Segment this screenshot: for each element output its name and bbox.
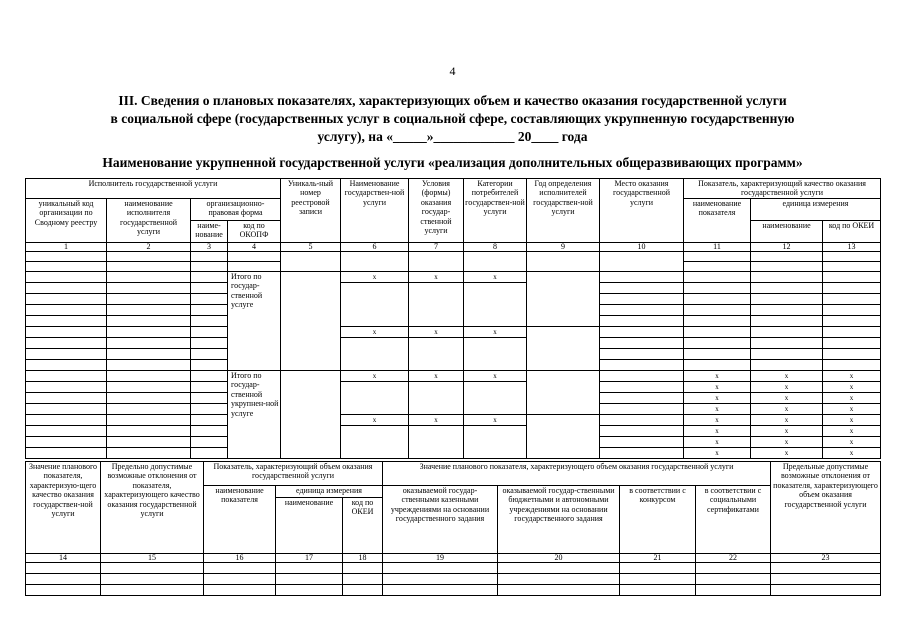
x-mark: x <box>751 426 823 437</box>
col-number: 10 <box>600 243 684 252</box>
allowed-deviation-quality-header: Предельно допустимые возможные отклонения от показателя, характеризующего качество оказания государственной услуги <box>101 462 204 554</box>
col-number: 6 <box>341 243 409 252</box>
x-mark: x <box>751 437 823 448</box>
place-header: Место оказания государственной услуги <box>600 179 684 243</box>
col-number: 8 <box>464 243 527 252</box>
col-number: 22 <box>696 554 771 563</box>
x-mark: x <box>823 448 881 459</box>
x-mark: x <box>684 415 751 426</box>
table-row <box>26 574 881 585</box>
page-number: 4 <box>449 64 456 78</box>
table-row <box>26 252 881 262</box>
x-mark: x <box>823 437 881 448</box>
x-mark: x <box>464 272 527 283</box>
x-mark: x <box>409 327 464 338</box>
col-number: 11 <box>684 243 751 252</box>
executor-name-header: наименование исполнителя государственной услуги <box>107 199 191 243</box>
budget-institutions-header: оказываемой государ-ственными бюджетными и автономными учреждениями на основании государственного задания <box>498 486 620 554</box>
unit-header: единица измерения <box>751 199 881 221</box>
col-number: 21 <box>620 554 696 563</box>
x-mark: x <box>684 382 751 393</box>
olf-name-header: наиме-нование <box>191 221 228 243</box>
x-mark: x <box>823 393 881 404</box>
x-mark: x <box>341 371 409 382</box>
unique-code-header: уникальный код организации по Сводному реестру <box>26 199 107 243</box>
col-number: 1 <box>26 243 107 252</box>
total-enlarged-label: Итого по государ-ственной укрупнен-ной услуге <box>228 371 281 459</box>
unit-code-header: код по ОКЕИ <box>823 221 881 243</box>
table-row <box>26 426 881 437</box>
table-row <box>26 371 881 382</box>
col-number: 3 <box>191 243 228 252</box>
x-mark: x <box>684 426 751 437</box>
x-mark: x <box>751 448 823 459</box>
x-mark: x <box>684 448 751 459</box>
olf-code-header: код по ОКОПФ <box>228 221 281 243</box>
year-header: Год определения исполнителей государствен-ной услуги <box>527 179 600 243</box>
quality-indicator-header: Показатель, характеризующий качество оказания государственной услуги <box>684 179 881 199</box>
x-mark: x <box>409 272 464 283</box>
table-row <box>26 338 881 349</box>
col-number: 5 <box>281 243 341 252</box>
table-row <box>26 272 881 283</box>
registry-number-header: Уникаль-ный номер реестровой записи <box>281 179 341 243</box>
gov-institutions-header: оказываемой государ-ственными казенными учреждениями на основании государственного задания <box>383 486 498 554</box>
col-number: 23 <box>771 554 881 563</box>
x-mark: x <box>823 371 881 382</box>
service-quality-table <box>25 178 881 459</box>
planned-quality-value-header: Значение планового показателя, характеризую-щего качество оказания государствен-ной услуги <box>26 462 101 554</box>
col-number: 18 <box>343 554 383 563</box>
table-row <box>26 563 881 574</box>
executor-header: Исполнитель государственной услуги <box>26 179 281 199</box>
x-mark: x <box>751 415 823 426</box>
total-service-label: Итого по государ-ственной услуге <box>228 272 281 371</box>
x-mark: x <box>823 426 881 437</box>
x-mark: x <box>751 393 823 404</box>
col-number: 14 <box>26 554 101 563</box>
service-volume-table <box>25 461 881 596</box>
col-number: 2 <box>107 243 191 252</box>
col-number: 7 <box>409 243 464 252</box>
unit-name-header: наименование <box>751 221 823 243</box>
table-row <box>26 283 881 294</box>
x-mark: x <box>684 393 751 404</box>
x-mark: x <box>751 382 823 393</box>
col-number: 9 <box>527 243 600 252</box>
x-mark: x <box>684 371 751 382</box>
x-mark: x <box>341 272 409 283</box>
heading-line-3: услугу), на «_____»____________ 20____ года <box>317 129 588 144</box>
allowed-deviation-volume-header: Предельные допустимые возможные отклонения от показателя, характеризующего объем оказания государственной услуги <box>771 462 881 554</box>
x-mark: x <box>409 371 464 382</box>
x-mark: x <box>751 371 823 382</box>
x-mark: x <box>751 404 823 415</box>
planned-volume-header: Значение планового показателя, характеризующего объем оказания государственной услуги <box>383 462 771 486</box>
table-row <box>26 382 881 393</box>
indicator-name-header: наименование показателя <box>684 199 751 243</box>
col-number: 13 <box>823 243 881 252</box>
x-mark: x <box>464 327 527 338</box>
x-mark: x <box>464 415 527 426</box>
competition-header: в соответствии с конкурсом <box>620 486 696 554</box>
x-mark: x <box>341 415 409 426</box>
service-name-header: Наименование государствен-ной услуги <box>341 179 409 243</box>
x-mark: x <box>409 415 464 426</box>
volume-indicator-name-header: наименование показателя <box>204 486 276 554</box>
volume-unit-code-header: код по ОКЕИ <box>343 498 383 554</box>
x-mark: x <box>341 327 409 338</box>
conditions-header: Условия (формы) оказания государ-ственной услуги <box>409 179 464 243</box>
x-mark: x <box>823 404 881 415</box>
volume-unit-name-header: наименование <box>276 498 343 554</box>
col-number: 17 <box>276 554 343 563</box>
x-mark: x <box>684 437 751 448</box>
col-number: 15 <box>101 554 204 563</box>
col-number: 20 <box>498 554 620 563</box>
col-number: 19 <box>383 554 498 563</box>
x-mark: x <box>684 404 751 415</box>
table-row <box>26 415 881 426</box>
col-number: 12 <box>751 243 823 252</box>
heading-line-1: III. Сведения о плановых показателях, характеризующих объем и качество оказания государственной услуги <box>118 93 787 108</box>
table-row <box>26 585 881 596</box>
volume-unit-header: единица измерения <box>276 486 383 498</box>
volume-indicator-header: Показатель, характеризующий объем оказания государственной услуги <box>204 462 383 486</box>
col-number: 16 <box>204 554 276 563</box>
x-mark: x <box>823 382 881 393</box>
consumers-header: Категории потребителей государствен-ной услуги <box>464 179 527 243</box>
certificates-header: в соответствии с социальными сертификатами <box>696 486 771 554</box>
org-legal-form-header: организационно-правовая форма <box>191 199 281 221</box>
section-heading <box>40 92 865 146</box>
table-row <box>26 327 881 338</box>
enlarged-service-name: Наименование укрупненной государственной услуги «реализация дополнительных общеразвивающих программ» <box>102 155 803 170</box>
col-number: 4 <box>228 243 281 252</box>
x-mark: x <box>823 415 881 426</box>
heading-line-2: в социальной сфере (государственных услуг в социальной сфере, составляющих укрупненную государственную <box>110 111 795 126</box>
x-mark: x <box>464 371 527 382</box>
